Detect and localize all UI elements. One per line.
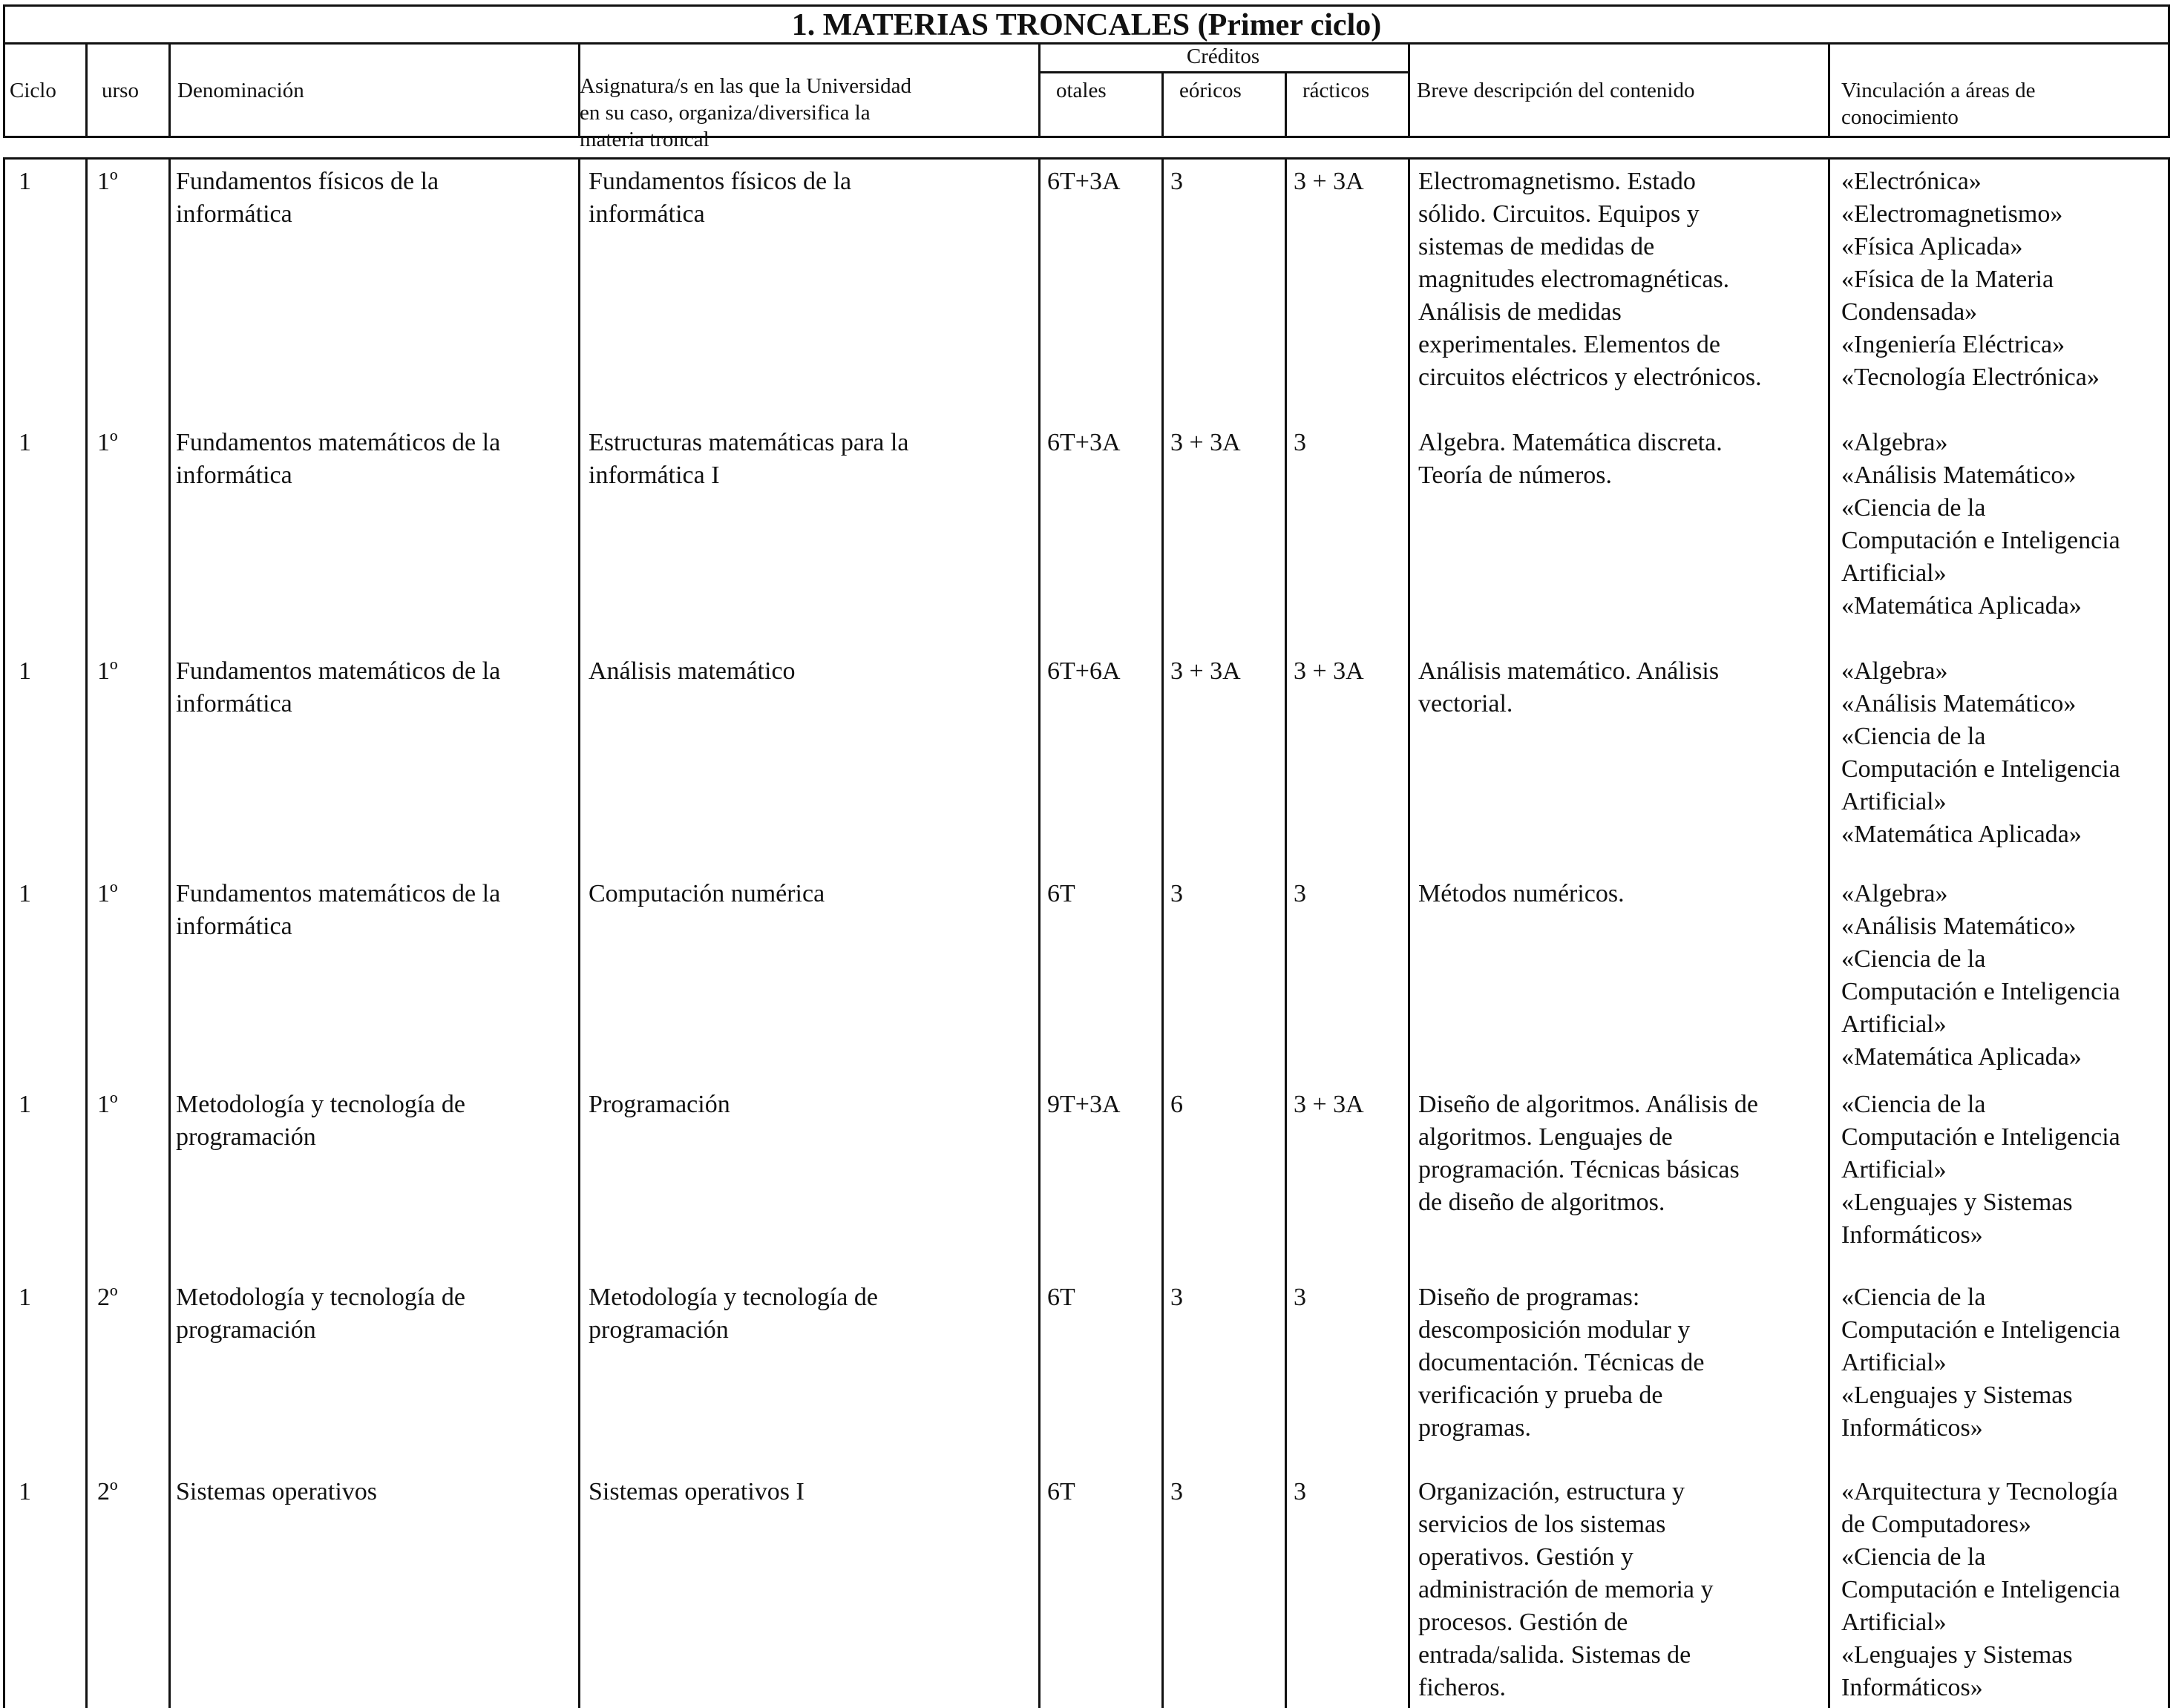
cell-curso: 1º <box>97 657 118 685</box>
cell-practicos: 3 <box>1294 1478 1306 1505</box>
cell-descripcion: Electromagnetismo. Estado sólido. Circuitos. Equipos y sistemas de medidas de magnitudes electromagnéticas. Análisis de medidas experimentales. Elementos de circuitos eléctricos y electrónicos. <box>1418 168 1762 391</box>
cell-asignatura: Metodología y tecnología de programación <box>589 1284 878 1344</box>
cell-denominacion: Metodología y tecnología de programación <box>176 1091 465 1151</box>
cell-ciclo: 1 <box>19 1091 31 1118</box>
cell-vinculacion: «Electrónica» «Electromagnetismo» «Física Aplicada» «Física de la Materia Condensada» «Ingeniería Eléctrica» «Tecnología Electrónica» <box>1841 168 2100 391</box>
cell-descripcion: Diseño de algoritmos. Análisis de algoritmos. Lenguajes de programación. Técnicas básicas de diseño de algoritmos. <box>1418 1091 1759 1216</box>
cell-denominacion: Sistemas operativos <box>176 1478 378 1505</box>
cell-descripcion: Algebra. Matemática discreta. Teoría de números. <box>1418 429 1723 489</box>
cell-vinculacion: «Algebra» «Análisis Matemático» «Ciencia de la Computación e Inteligencia Artificial» «Matemática Aplicada» <box>1841 429 2120 620</box>
cell-ciclo: 1 <box>19 429 31 456</box>
column-divider <box>1285 160 1287 1708</box>
cell-totales: 6T <box>1047 880 1075 907</box>
cell-practicos: 3 <box>1294 880 1306 907</box>
cell-asignatura: Programación <box>589 1091 730 1118</box>
cell-teoricos: 3 <box>1170 168 1183 195</box>
column-divider <box>85 160 88 1708</box>
table-header <box>3 43 2170 151</box>
cell-practicos: 3 <box>1294 1284 1306 1311</box>
cell-ciclo: 1 <box>19 657 31 685</box>
cell-teoricos: 6 <box>1170 1091 1183 1118</box>
cell-curso: 1º <box>97 880 118 907</box>
header-creditos: Créditos <box>1186 45 1260 68</box>
cell-totales: 6T+6A <box>1047 657 1121 685</box>
cell-vinculacion: «Algebra» «Análisis Matemático» «Ciencia de la Computación e Inteligencia Artificial» «Matemática Aplicada» <box>1841 880 2120 1071</box>
table-body <box>3 157 2170 1708</box>
cell-teoricos: 3 + 3A <box>1170 429 1241 456</box>
cell-practicos: 3 + 3A <box>1294 1091 1364 1118</box>
table-title: 1. MATERIAS TRONCALES (Primer ciclo) <box>791 8 1382 42</box>
column-divider <box>168 160 171 1708</box>
cell-denominacion: Fundamentos matemáticos de la informática <box>176 880 501 940</box>
cell-asignatura: Sistemas operativos I <box>589 1478 804 1505</box>
cell-vinculacion: «Ciencia de la Computación e Inteligencia Artificial» «Lenguajes y Sistemas Informáticos» <box>1841 1284 2120 1442</box>
cell-descripcion: Análisis matemático. Análisis vectorial. <box>1418 657 1720 717</box>
cell-curso: 1º <box>97 168 118 195</box>
column-divider <box>1828 160 1830 1708</box>
cell-ciclo: 1 <box>19 1478 31 1505</box>
cell-curso: 1º <box>97 1091 118 1118</box>
cell-descripcion: Diseño de programas: descomposición modular y documentación. Técnicas de verificación y prueba de programas. <box>1418 1284 1705 1442</box>
cell-totales: 6T+3A <box>1047 168 1121 195</box>
cell-practicos: 3 + 3A <box>1294 168 1364 195</box>
cell-teoricos: 3 <box>1170 880 1183 907</box>
header-descripcion: Breve descripción del contenido <box>1417 79 1695 102</box>
cell-asignatura: Computación numérica <box>589 880 825 907</box>
table-title-box <box>3 4 2170 45</box>
header-denominacion: Denominación <box>177 79 304 102</box>
header-totales: otales <box>1056 79 1107 102</box>
cell-vinculacion: «Algebra» «Análisis Matemático» «Ciencia de la Computación e Inteligencia Artificial» «Matemática Aplicada» <box>1841 657 2120 848</box>
cell-totales: 9T+3A <box>1047 1091 1121 1118</box>
header-divider <box>1828 43 1830 136</box>
cell-totales: 6T <box>1047 1284 1075 1311</box>
cell-curso: 2º <box>97 1284 118 1311</box>
cell-vinculacion: «Ciencia de la Computación e Inteligencia Artificial» «Lenguajes y Sistemas Informáticos» <box>1841 1091 2120 1249</box>
cell-curso: 1º <box>97 429 118 456</box>
cell-teoricos: 3 <box>1170 1478 1183 1505</box>
cell-denominacion: Fundamentos físicos de la informática <box>176 168 439 228</box>
cell-totales: 6T <box>1047 1478 1075 1505</box>
column-divider <box>578 160 580 1708</box>
cell-totales: 6T+3A <box>1047 429 1121 456</box>
column-divider <box>1408 160 1410 1708</box>
cell-ciclo: 1 <box>19 880 31 907</box>
cell-denominacion: Metodología y tecnología de programación <box>176 1284 465 1344</box>
cell-practicos: 3 + 3A <box>1294 657 1364 685</box>
cell-curso: 2º <box>97 1478 118 1505</box>
cell-vinculacion: «Arquitectura y Tecnología de Computadores» «Ciencia de la Computación e Inteligencia Artificial» «Lenguajes y Sistemas Informáticos» <box>1841 1478 2120 1701</box>
header-curso: urso <box>102 79 139 102</box>
header-divider <box>1408 43 1410 136</box>
header-teoricos: eóricos <box>1179 79 1242 102</box>
header-vinculacion: Vinculación a áreas de conocimiento <box>1841 79 2036 129</box>
cell-denominacion: Fundamentos matemáticos de la informática <box>176 657 501 717</box>
cell-asignatura: Estructuras matemáticas para la informática I <box>589 429 909 489</box>
cell-ciclo: 1 <box>19 168 31 195</box>
cell-descripcion: Métodos numéricos. <box>1418 880 1625 907</box>
header-asignatura-text: Asignatura/s en las que la Universidad en su caso, organiza/diversifica la materia troncal <box>580 74 911 151</box>
header-divider <box>168 43 171 136</box>
cell-denominacion: Fundamentos matemáticos de la informática <box>176 429 501 489</box>
cell-teoricos: 3 + 3A <box>1170 657 1241 685</box>
header-divider <box>85 43 88 136</box>
cell-practicos: 3 <box>1294 429 1306 456</box>
cell-descripcion: Organización, estructura y servicios de los sistemas operativos. Gestión y administración de memoria y procesos. Gestión de entrada/salida. Sistemas de ficheros. <box>1418 1478 1714 1701</box>
header-ciclo: Ciclo <box>10 79 56 102</box>
cell-asignatura: Análisis matemático <box>589 657 796 685</box>
column-divider <box>1161 160 1164 1708</box>
cell-asignatura: Fundamentos físicos de la informática <box>589 168 852 228</box>
cell-teoricos: 3 <box>1170 1284 1183 1311</box>
header-asignatura <box>580 46 1037 151</box>
column-divider <box>1038 160 1041 1708</box>
header-practicos: rácticos <box>1302 79 1370 102</box>
cell-ciclo: 1 <box>19 1284 31 1311</box>
